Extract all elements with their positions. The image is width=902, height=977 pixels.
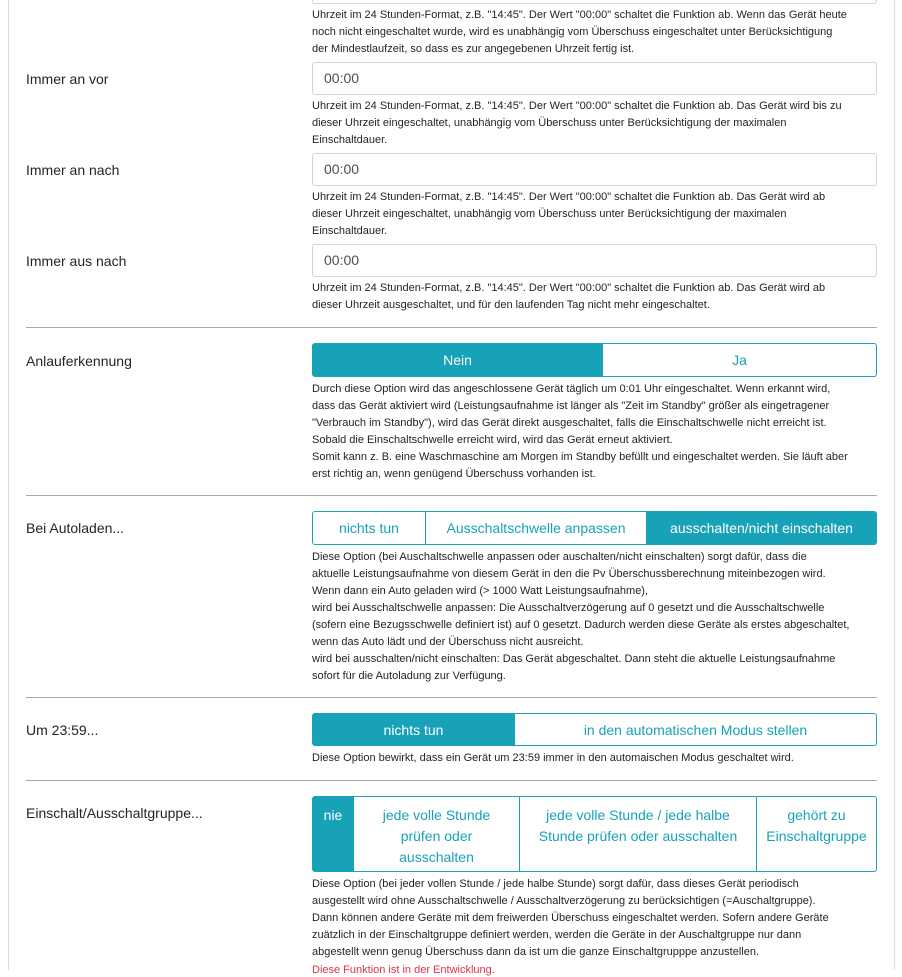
- always-on-before-label: Immer an vor: [26, 71, 109, 87]
- always-on-after-label: Immer an nach: [26, 162, 120, 178]
- switch-group-option-hourly[interactable]: jede volle Stunde prüfen oder ausschalten: [354, 796, 520, 872]
- at-2359-label: Um 23:59...: [26, 722, 99, 738]
- startup-detection-label: Anlauferkennung: [26, 353, 132, 369]
- switch-group-option-half-hourly[interactable]: jede volle Stunde / jede halbe Stunde prüfen oder ausschalten: [520, 796, 757, 872]
- finish-by-time-help: Uhrzeit im 24 Stunden-Format, z.B. "14:45". Der Wert "00:00" schaltet die Funktion ab. Wenn das Gerät heute noch nicht eingeschaltet wurde, wird es unabhängig vom Überschuss eingeschaltet unter Berücksichtigung der Mindestlaufzeit, so dass es zur angegebenen Uhrzeit fertig ist.: [312, 9, 847, 55]
- auto-charging-option-switch-off[interactable]: ausschalten/nicht einschalten: [647, 511, 877, 545]
- always-on-after-input[interactable]: 00:00: [312, 153, 877, 186]
- switch-group-warning: Diese Funktion ist in der Entwicklung.: [312, 964, 495, 976]
- divider: [26, 780, 877, 781]
- always-off-after-label: Immer aus nach: [26, 253, 127, 269]
- auto-charging-option-nothing[interactable]: nichts tun: [312, 511, 426, 545]
- switch-group-option-member[interactable]: gehört zu Einschaltgruppe: [757, 796, 877, 872]
- auto-charging-label: Bei Autoladen...: [26, 520, 125, 536]
- switch-group-toggle: [312, 796, 877, 872]
- divider: [26, 697, 877, 698]
- panel-border-right: [894, 0, 895, 970]
- at-2359-toggle: [312, 713, 877, 746]
- startup-detection-option-yes[interactable]: Ja: [603, 343, 877, 377]
- always-on-after-help: Uhrzeit im 24 Stunden-Format, z.B. "14:45". Der Wert "00:00" schaltet die Funktion ab. Das Gerät wird ab dieser Uhrzeit eingeschaltet, unabhängig vom Überschuss unter Berücksichtigung der maximalen Einschaltdauer.: [312, 191, 826, 237]
- switch-group-help: Diese Option (bei jeder vollen Stunde / jede halbe Stunde) sorgt dafür, dass dieses Gerät periodisch ausgestellt wird ohne Ausschaltschwelle / Ausschaltverzögerung zu berücksichtigen (=Auschaltgruppe). Dann können andere Geräte mit dem freiwerden Überschuss eingeschaltet werden. Sofern andere Geräte zuätzlich in der Einschaltgruppe definiert werden, werden die Geräte in der Auschaltgruppe nur dann abgestellt wenn genug Überschuss dann da ist um die ganze Einschaltgrupppe anzustellen.: [312, 878, 829, 958]
- auto-charging-help: Diese Option (bei Auschaltschwelle anpassen oder auschalten/nicht einschalten) sorgt dafür, dass die aktuelle Leistungsaufnahme von diesem Gerät in den die Pv Überschussberechnung miteinbezogen wird. Wenn dann ein Auto geladen wird (> 1000 Watt Leistungsaufnahme), wird bei Ausschaltschwelle anpassen: Die Ausschaltverzögerung auf 0 gesetzt und die Ausschaltschwelle (sofern eine Bezugsschwelle definiert ist) auf 0 gesetzt. Dadurch werden diese Geräte als erstes abgeschaltet, wenn das Auto lädt und der Überschuss nicht ausreicht. wird bei ausschalten/nicht einschalten: Das Gerät abgeschaltet. Dann steht die aktuelle Leistungsaufnahme sofort für die Autoladung zur Verfügung.: [312, 551, 850, 682]
- finish-by-time-input[interactable]: [312, 0, 877, 4]
- switch-group-label: Einschalt/Ausschaltgruppe...: [26, 805, 203, 821]
- startup-detection-help: Durch diese Option wird das angeschlossene Gerät täglich um 0:01 Uhr eingeschaltet. Wenn erkannt wird, dass das Gerät aktiviert wird (Leistungsaufnahme ist länger als "Zeit im Standby" größer als eingetragener "Verbrauch im Standby"), wird das Gerät direkt ausgeschaltet, falls die Einschaltschwelle nicht erreicht ist. Sobald die Einschaltschwelle erreicht wird, wird das Gerät erneut aktiviert. Somit kann z. B. eine Waschmaschine am Morgen im Standby befüllt und eingeschaltet werden. Sie läuft aber erst richtig an, wenn genügend Überschuss vorhanden ist.: [312, 383, 848, 480]
- auto-charging-toggle: [312, 511, 877, 545]
- divider: [26, 495, 877, 496]
- divider: [26, 327, 877, 328]
- switch-group-option-never[interactable]: nie: [312, 796, 354, 872]
- always-on-before-input[interactable]: 00:00: [312, 62, 877, 95]
- at-2359-option-nothing[interactable]: nichts tun: [312, 713, 515, 746]
- always-off-after-input[interactable]: 00:00: [312, 244, 877, 277]
- auto-charging-option-adjust-threshold[interactable]: Ausschaltschwelle anpassen: [426, 511, 647, 545]
- panel-border-left: [8, 0, 9, 970]
- startup-detection-toggle: [312, 343, 877, 377]
- always-on-before-help: Uhrzeit im 24 Stunden-Format, z.B. "14:45". Der Wert "00:00" schaltet die Funktion ab. Das Gerät wird bis zu dieser Uhrzeit eingeschaltet, unabhängig vom Überschuss unter Berücksichtigung der maximalen Einschaltdauer.: [312, 100, 842, 146]
- startup-detection-option-no[interactable]: Nein: [312, 343, 603, 377]
- at-2359-option-auto-mode[interactable]: in den automatischen Modus stellen: [515, 713, 877, 746]
- at-2359-help: Diese Option bewirkt, dass ein Gerät um 23:59 immer in den automaischen Modus geschaltet wird.: [312, 752, 794, 764]
- always-off-after-help: Uhrzeit im 24 Stunden-Format, z.B. "14:45". Der Wert "00:00" schaltet die Funktion ab. Das Gerät wird ab dieser Uhrzeit ausgeschaltet, und für den laufenden Tag nicht mehr eingeschaltet.: [312, 282, 826, 311]
